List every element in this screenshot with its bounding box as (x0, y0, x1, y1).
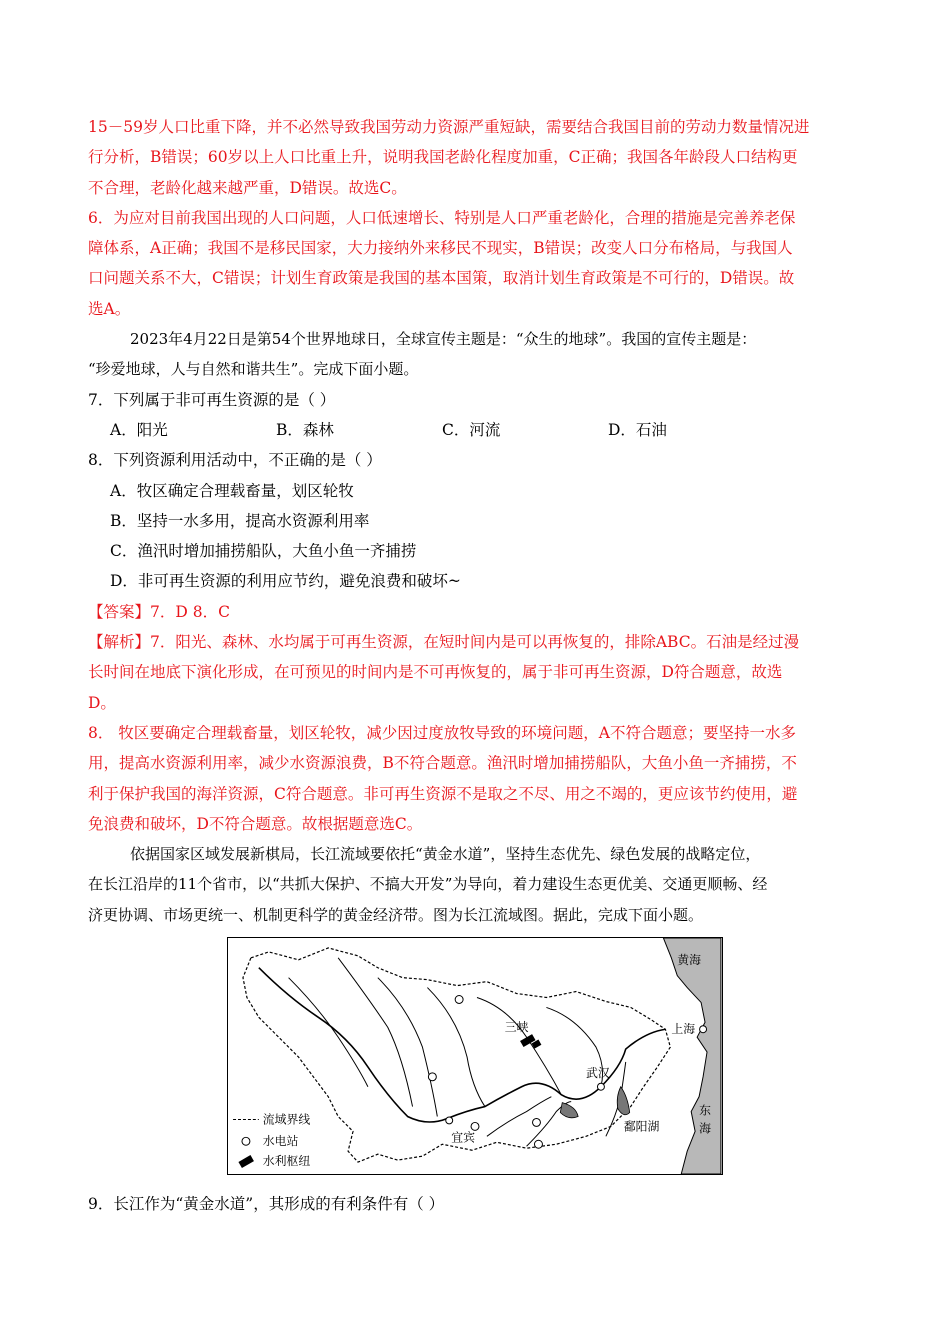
analysis-7-line-2: 长时间在地底下演化形成，在可预见的时间内是不可再恢复的，属于非可再生资源，D符合题意，故选 (88, 663, 783, 682)
q7-option-a: A．阳光 (110, 420, 168, 439)
legend-project-label: 水利枢纽 (262, 1154, 311, 1169)
hydro-station-2 (428, 1073, 436, 1081)
label-wuhan: 武汉 (586, 1065, 610, 1080)
intro-9-line-1: 依据国家区域发展新棋局，长江流域要依托“黄金水道”，坚持生态优先、绿色发展的战略定位， (130, 845, 761, 864)
answer-7-8: 【答案】7．D 8．C (88, 602, 230, 621)
q9-stem: 9．长江作为“黄金水道”，其形成的有利条件有（ ） (88, 1195, 445, 1213)
hydro-station-4 (533, 1118, 541, 1126)
q7-option-d: D．石油 (608, 420, 667, 439)
yangtze-basin-map (227, 937, 723, 1175)
label-yellow-sea: 黄海 (677, 952, 702, 967)
q6-analysis-line-4: 选A。 (88, 299, 131, 318)
hydro-station-1 (455, 996, 463, 1004)
q7-option-c: C．河流 (442, 420, 501, 439)
analysis-8-line-1: 8． 牧区要确定合理载畜量，划区轮牧，减少因过度放牧导致的环境问题，A不符合题意；要坚持一水多 (88, 723, 796, 742)
sea-area (663, 938, 721, 1174)
analysis-8-line-2: 用，提高水资源利用率，减少水资源浪费，B不符合题意。渔汛时增加捕捞船队，大鱼小鱼一齐捕捞，不 (88, 754, 797, 773)
q7-option-b: B．森林 (276, 420, 334, 439)
q8-option-a: A．牧区确定合理载畜量，划区轮牧 (110, 481, 354, 500)
prev-analysis-line-3: 不合理，老龄化越来越严重，D错误。故选C。 (88, 178, 407, 197)
label-shanghai: 上海 (671, 1022, 696, 1037)
legend-hydro-icon (242, 1137, 250, 1145)
legend-project-icon (238, 1155, 253, 1168)
q7-stem: 7．下列属于非可再生资源的是（ ） (88, 390, 336, 409)
prev-analysis-line-1: 15－59岁人口比重下降，并不必然导致我国劳动力资源严重短缺，需要结合我国目前的劳动力数量情况进 (88, 118, 810, 136)
poyang-lake (617, 1087, 629, 1115)
analysis-8-line-3: 利于保护我国的海洋资源，C符合题意。非可再生资源不是取之不尽、用之不竭的，更应该节约使用，避 (88, 784, 798, 803)
q8-option-d: D．非可再生资源的利用应节约，避免浪费和破坏~ (110, 572, 461, 591)
dongting-lake (560, 1103, 578, 1118)
q6-analysis-line-1: 6．为应对目前我国出现的人口问题，人口低速增长、特别是人口严重老龄化，合理的措施是完善养老保 (88, 208, 796, 227)
intro-9-line-3: 济更协调、市场更统一、机制更科学的黄金经济带。图为长江流域图。据此，完成下面小题。 (88, 905, 704, 924)
analysis-7-line-1: 【解析】7．阳光、森林、水均属于可再生资源，在短时间内是可以再恢复的，排除ABC。石油是经过漫 (88, 633, 800, 652)
analysis-8-line-4: 免浪费和破坏，D不符合题意。故根据题意选C。 (88, 814, 423, 833)
q7-options (88, 415, 863, 445)
yangtze-main-stream (259, 968, 666, 1122)
intro-7-8-line-1: 2023年4月22日是第54个世界地球日，全球宣传主题是：“众生的地球”。我国的宣传主题是： (130, 330, 757, 349)
q6-analysis-line-3: 口问题关系不大，C错误；计划生育政策是我国的基本国策，取消计划生育政策是不可行的，D错误。故 (88, 269, 795, 288)
legend-hydro-label: 水电站 (262, 1134, 299, 1149)
analysis-7-line-3: D。 (88, 693, 116, 712)
q8-option-b: B．坚持一水多用，提高水资源利用率 (110, 511, 370, 530)
city-shanghai (700, 1026, 707, 1033)
legend-boundary-label: 流域界线 (262, 1112, 311, 1127)
q8-stem: 8．下列资源利用活动中，不正确的是（ ） (88, 451, 382, 470)
label-east-sea-1: 东 (699, 1103, 711, 1118)
document-body (88, 112, 863, 930)
hydro-station-5 (534, 1140, 542, 1148)
city-wuhan (597, 1083, 604, 1090)
prev-analysis-line-2: 行分析，B错误；60岁以上人口比重上升，说明我国老龄化程度加重，C正确；我国各年龄段人口结构更 (88, 148, 798, 167)
q8-option-c: C．渔汛时增加捕捞船队，大鱼小鱼一齐捕捞 (110, 542, 417, 561)
intro-9-line-2: 在长江沿岸的11个省市，以“共抓大保护、不搞大开发”为导向，着力建设生态更优美、交通更顺畅、经 (88, 875, 768, 894)
label-poyang: 鄱阳湖 (623, 1119, 660, 1134)
label-yibin: 宜宾 (451, 1130, 475, 1145)
q6-analysis-line-2: 障体系，A正确；我国不是移民国家，大力接纳外来移民不现实，B错误；改变人口分布格局，与我国人 (88, 239, 793, 258)
intro-7-8-line-2: “珍爱地球，人与自然和谐共生”。完成下面小题。 (88, 360, 419, 379)
map-legend (233, 1112, 310, 1168)
city-yibin (446, 1117, 453, 1124)
label-sanxia: 三峡 (504, 1020, 529, 1035)
hydro-station-3 (471, 1122, 479, 1130)
label-east-sea-2: 海 (699, 1121, 711, 1136)
